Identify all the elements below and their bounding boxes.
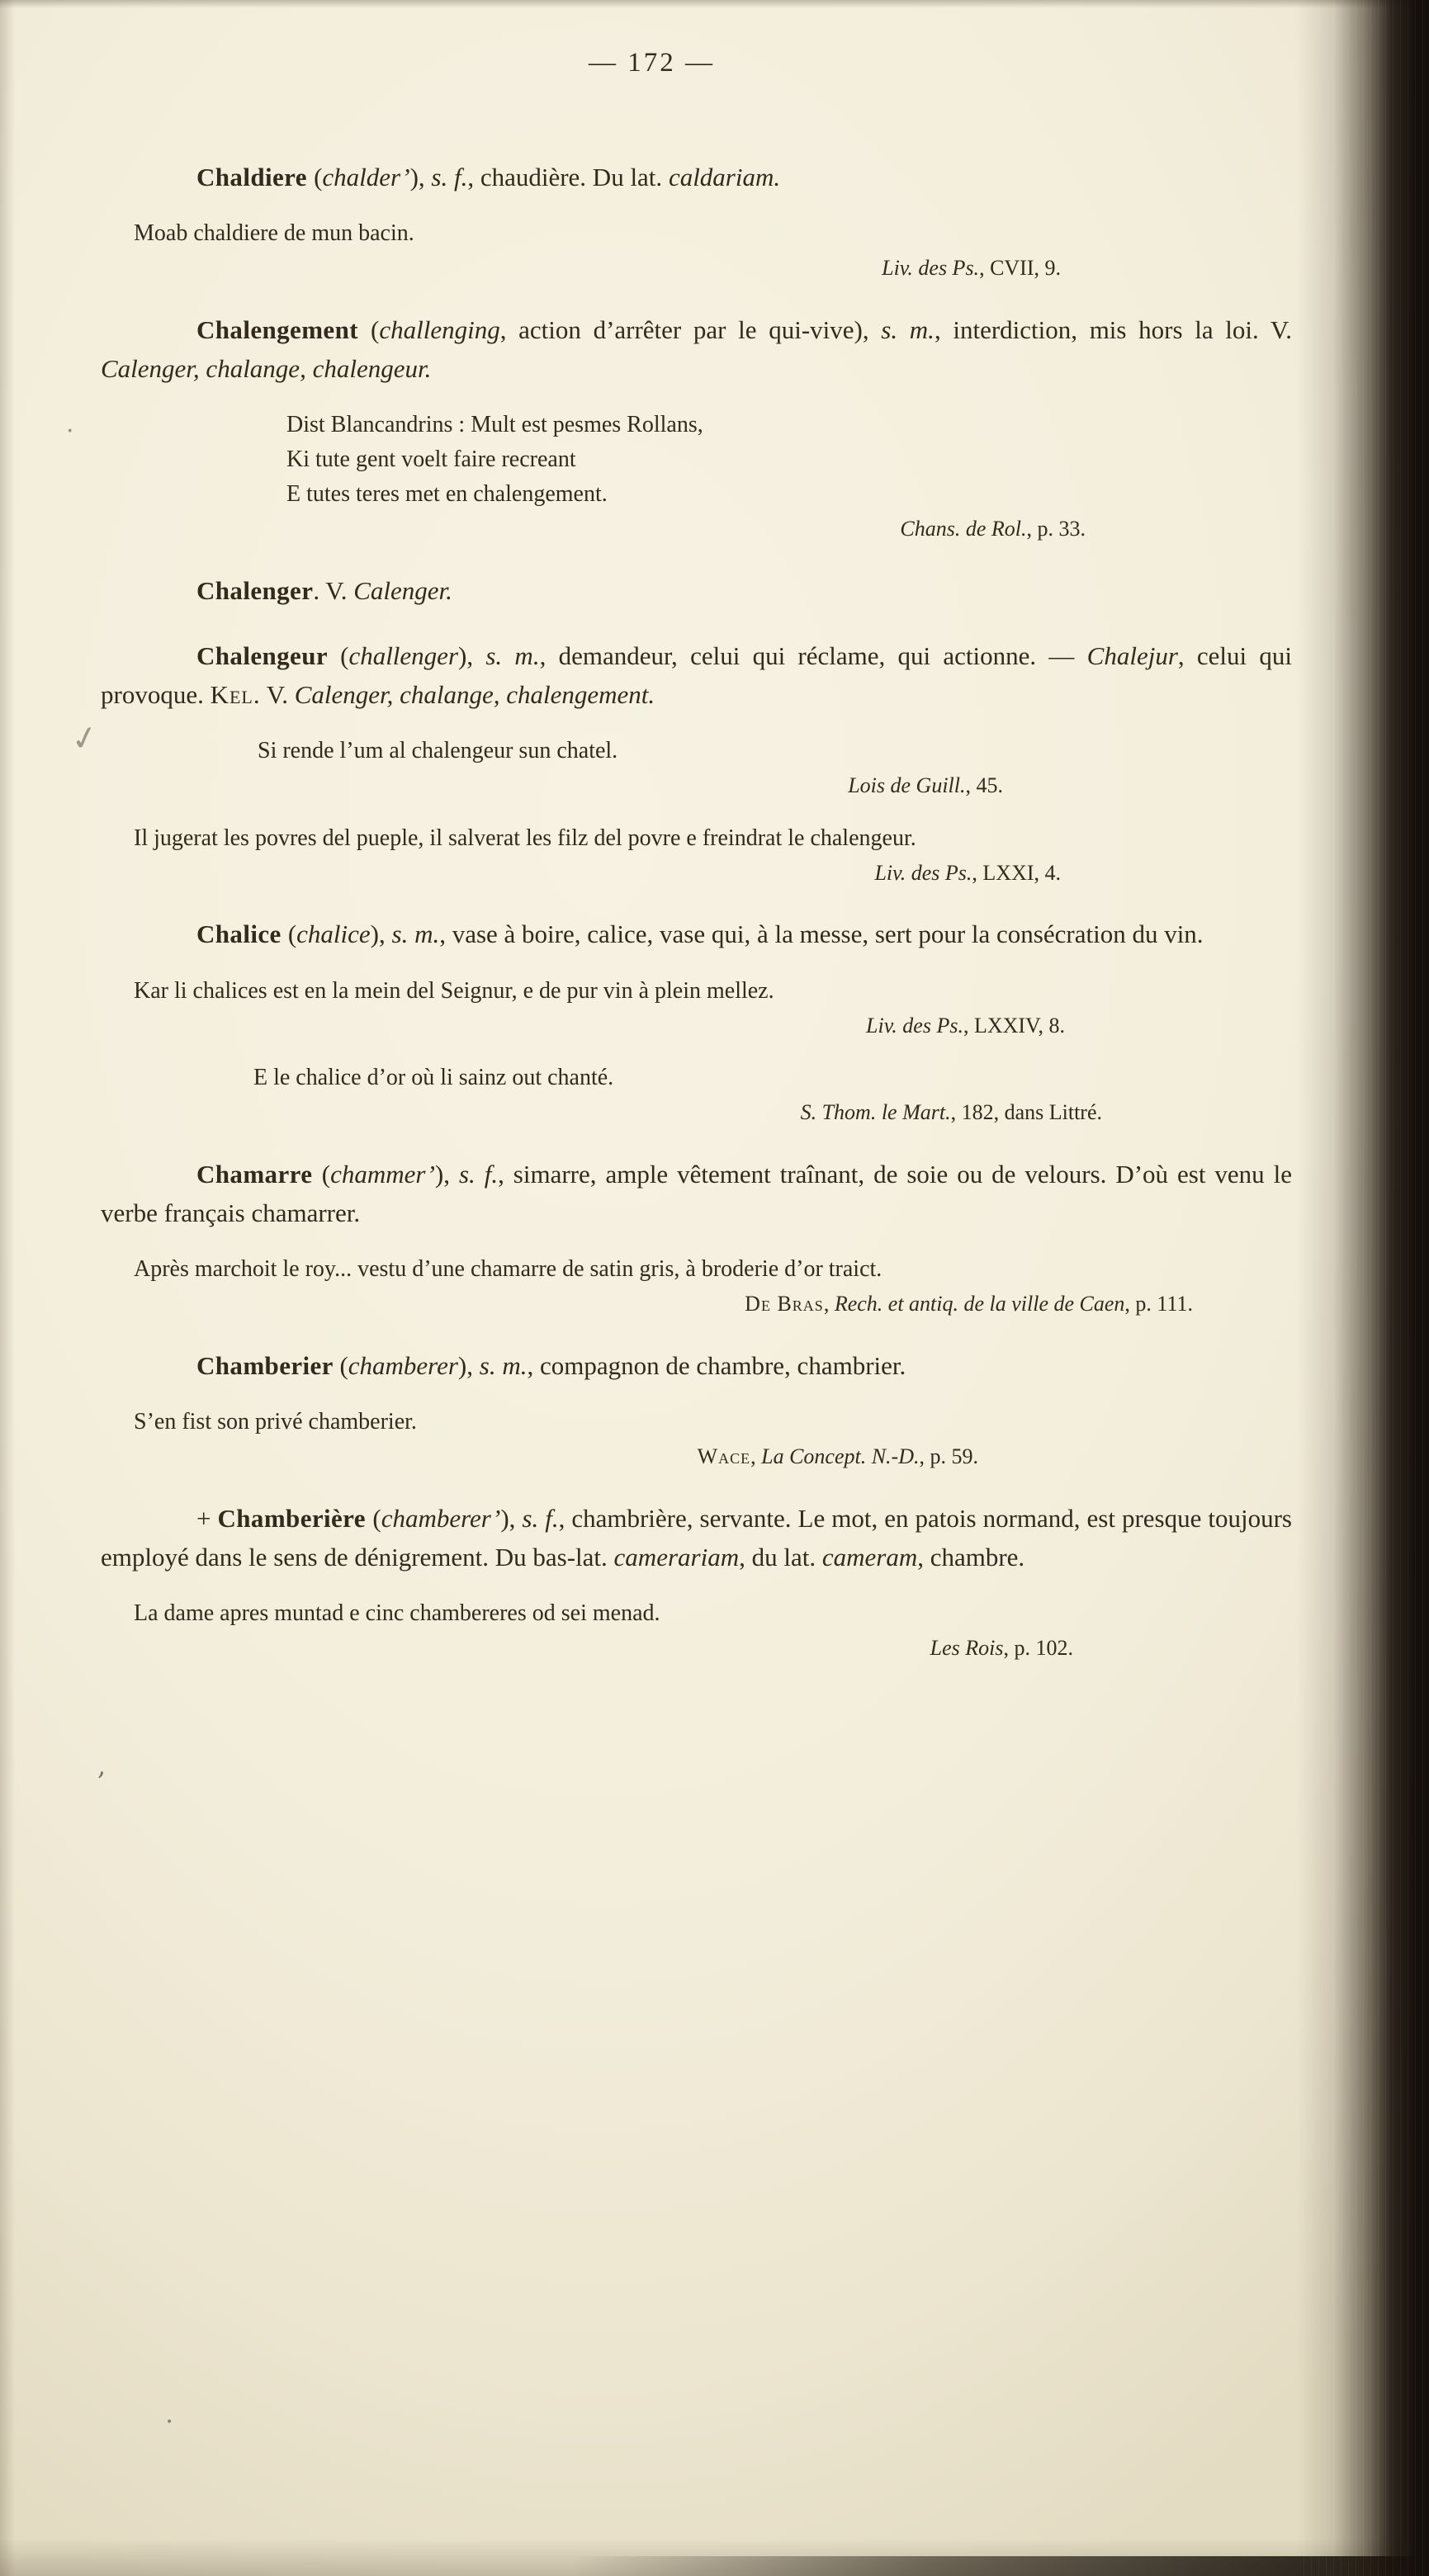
- page-number: — 172 —: [589, 48, 715, 78]
- text-column: [101, 48, 1292, 1684]
- citation: [101, 513, 1292, 545]
- margin-mark: .: [165, 2398, 174, 2429]
- text-run: , chambre.: [917, 1542, 1025, 1572]
- citation: [101, 1097, 1292, 1128]
- quotation: Kar li chalices est en la mein del Seignur, e de pur vin à plein mellez.: [134, 977, 774, 1004]
- headword: Chamarre: [196, 1159, 322, 1189]
- text-run: Calenger.: [353, 575, 452, 605]
- entry-chalengement: [101, 310, 1292, 545]
- text-run: Kel.: [210, 679, 261, 709]
- entry-chamberiere: [101, 1499, 1292, 1664]
- text-run: , 45.: [965, 773, 1003, 798]
- text-run: ,: [823, 1292, 835, 1316]
- verse-line: Ki tute gent voelt faire recreant: [286, 447, 576, 473]
- entry-chamarre: [101, 1155, 1292, 1320]
- citation: [101, 858, 1292, 889]
- definition-paragraph: [101, 158, 1292, 196]
- definition-paragraph: [101, 1346, 1292, 1385]
- entry-chalice: [101, 915, 1292, 1127]
- text-run: chammer’: [330, 1159, 435, 1189]
- margin-mark: ,: [97, 1750, 106, 1781]
- text-run: Liv. des Ps.: [882, 256, 980, 281]
- book-binding-edge: [1297, 0, 1429, 2576]
- text-run: camerariam: [613, 1542, 740, 1572]
- text-run: Calenger, chalange, chalengeur.: [101, 353, 432, 383]
- text-run: challenger: [348, 640, 459, 670]
- text-run: Rech. et antiq. de la ville de Caen: [834, 1292, 1125, 1316]
- quotation: S’en fist son privé chamberier.: [134, 1408, 417, 1435]
- text-run: , 182, dans Littré.: [950, 1100, 1102, 1125]
- definition-paragraph: [101, 571, 1292, 610]
- headword: Chamberier: [196, 1350, 340, 1380]
- text-run: V.: [260, 679, 295, 709]
- entry-chalengeur: [101, 636, 1292, 889]
- quotation: La dame apres muntad e cinc chambereres od sei menad.: [134, 1600, 660, 1626]
- text-run: , p. 59.: [919, 1444, 978, 1468]
- text-run: , LXXI, 4.: [972, 860, 1061, 885]
- page-edge-top-shadow: [0, 0, 1429, 8]
- definition-paragraph: [101, 915, 1292, 953]
- headword: Chaldiere: [196, 163, 315, 191]
- verse-line: Dist Blancandrins : Mult est pesmes Rollans,: [286, 412, 703, 438]
- text-run: s. m.: [881, 314, 935, 344]
- text-run: Les Rois: [930, 1635, 1004, 1660]
- text-run: (: [287, 919, 297, 949]
- text-run: , celui qui provoque.: [101, 640, 1293, 709]
- text-run: , p. 33.: [1026, 517, 1086, 541]
- citation: [101, 1010, 1292, 1042]
- text-run: (: [340, 640, 349, 670]
- text-run: De Bras: [745, 1292, 824, 1316]
- text-run: , simarre, ample vêtement traînant, de soie ou de velours. D’où est venu le verbe français chamarrer.: [101, 1159, 1292, 1227]
- text-run: s. m.: [479, 1350, 528, 1380]
- text-run: challenging: [379, 314, 500, 344]
- quotation: Il jugerat les povres del pueple, il salverat les filz del povre e freindrat le chalengeur.: [134, 825, 916, 851]
- citation: [101, 770, 1292, 801]
- text-run: (: [321, 1159, 331, 1189]
- text-run: , LXXIV, 8.: [963, 1013, 1065, 1037]
- text-run: ,: [750, 1444, 762, 1468]
- margin-mark: ·: [66, 417, 74, 446]
- text-run: , interdiction, mis hors la loi. V.: [934, 314, 1293, 344]
- text-run: Lois de Guill.: [848, 773, 966, 798]
- text-run: (: [339, 1350, 348, 1380]
- margin-mark: ✓: [67, 717, 102, 760]
- definition-paragraph: [101, 1499, 1292, 1576]
- text-run: , compagnon de chambre, chambrier.: [527, 1350, 906, 1380]
- citation: [101, 1441, 1292, 1472]
- text-run: (: [371, 314, 380, 344]
- text-run: , du lat.: [739, 1542, 822, 1572]
- headword: Chalengeur: [196, 640, 341, 670]
- text-run: ),: [409, 163, 432, 191]
- text-run: chalder’: [322, 163, 410, 191]
- text-run: chamberer’: [381, 1503, 501, 1533]
- headword: Chamberière: [217, 1503, 373, 1533]
- text-run: . V.: [313, 575, 354, 605]
- text-run: , p. 111.: [1124, 1292, 1193, 1316]
- headword: Chalengement: [196, 314, 371, 344]
- text-run: chalice: [296, 919, 371, 949]
- text-run: ),: [458, 640, 486, 670]
- text-run: ),: [500, 1503, 523, 1533]
- headword: Chalenger: [196, 575, 314, 605]
- text-run: caldariam.: [668, 163, 781, 191]
- text-run: s. f.: [431, 163, 468, 191]
- text-run: +: [196, 1503, 218, 1533]
- text-run: , CVII, 9.: [979, 256, 1061, 281]
- entry-chaldiere: [101, 158, 1292, 284]
- page-edge-bottom-shade: [0, 2538, 1429, 2576]
- text-run: , chambrière, servante. Le mot, en patois normand, est presque toujours employé dans le sens de dénigrement. Du bas-lat.: [101, 1503, 1292, 1572]
- definition-paragraph: [101, 310, 1292, 388]
- quotation: Après marchoit le roy... vestu d’une chamarre de satin gris, à broderie d’or traict.: [134, 1256, 882, 1283]
- citation: [101, 253, 1292, 284]
- page-edge-bottom-dark: [0, 2556, 1429, 2576]
- text-run: ),: [457, 1350, 480, 1380]
- citation: [101, 1633, 1292, 1664]
- quotation: E le chalice d’or où li sainz out chanté.: [253, 1065, 614, 1091]
- text-run: , action d’arrêter par le qui-vive),: [499, 314, 882, 344]
- text-run: (: [372, 1503, 381, 1533]
- text-run: , demandeur, celui qui réclame, qui actionne. —: [539, 640, 1087, 670]
- text-run: cameram: [821, 1542, 918, 1572]
- text-run: s. m.: [485, 640, 540, 670]
- text-run: ),: [370, 919, 392, 949]
- verse-quotation: [286, 408, 1292, 512]
- text-run: ),: [434, 1159, 459, 1189]
- headword: Chalice: [196, 919, 288, 949]
- verse-line: E tutes teres met en chalengement.: [286, 481, 608, 508]
- text-run: Wace: [697, 1444, 751, 1468]
- text-run: s. f.: [458, 1159, 499, 1189]
- text-run: Chans. de Rol.: [900, 517, 1027, 541]
- text-run: La Concept. N.-D.: [761, 1444, 920, 1468]
- text-run: , chaudière. Du lat.: [467, 163, 669, 191]
- text-run: , p. 102.: [1003, 1635, 1073, 1660]
- text-run: , vase à boire, calice, vase qui, à la messe, sert pour la consécration du vin.: [439, 919, 1204, 949]
- text-run: Calenger, chalange, chalengement.: [294, 679, 655, 709]
- text-run: chamberer: [348, 1350, 458, 1380]
- text-run: (: [314, 163, 323, 191]
- quotation: Si rende l’um al chalengeur sun chatel.: [258, 738, 618, 764]
- entry-chamberier: [101, 1346, 1292, 1472]
- page-edge-left-shadow: [0, 0, 15, 2576]
- text-run: Chalejur: [1086, 640, 1178, 670]
- definition-paragraph: [101, 1155, 1292, 1232]
- entries: [101, 158, 1292, 1664]
- citation: [101, 1288, 1292, 1320]
- quotation: Moab chaldiere de mun bacin.: [134, 220, 414, 247]
- entry-chalenger: [101, 571, 1292, 610]
- text-run: S. Thom. le Mart.: [800, 1100, 951, 1125]
- text-run: s. f.: [522, 1503, 559, 1533]
- text-run: Liv. des Ps.: [866, 1013, 963, 1037]
- definition-paragraph: [101, 636, 1292, 714]
- text-run: s. m.: [391, 919, 440, 949]
- text-run: Liv. des Ps.: [874, 860, 972, 885]
